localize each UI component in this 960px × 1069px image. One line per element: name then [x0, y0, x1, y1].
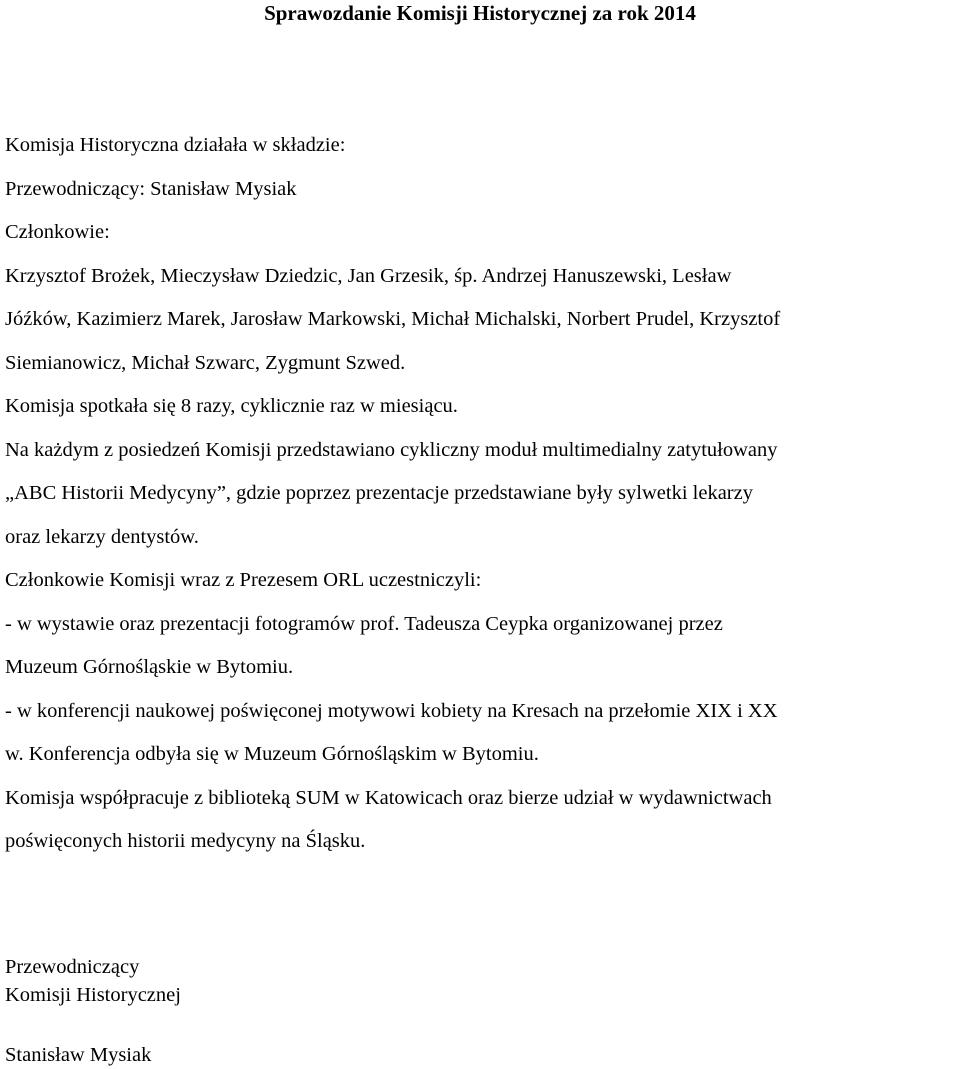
body-line-members-2: Jóźków, Kazimierz Marek, Jarosław Markowski, Michał Michalski, Norbert Prudel, Krzysztof — [5, 308, 781, 330]
document-title: Sprawozdanie Komisji Historycznej za rok 2014 — [264, 1, 696, 25]
body-line-module-2: „ABC Historii Medycyny”, gdzie poprzez prezentacje przedstawiane były sylwetki lekarzy — [5, 482, 753, 504]
body-line-members-1: Krzysztof Brożek, Mieczysław Dziedzic, Jan Grzesik, śp. Andrzej Hanuszewski, Lesław — [5, 264, 732, 287]
signature-role: Przewodniczący — [5, 956, 140, 978]
signature-body: Komisji Historycznej — [5, 984, 181, 1006]
body-line-members-heading: Członkowie: — [5, 221, 110, 243]
body-line-cooperation-2: poświęconych historii medycyny na Śląsku. — [5, 830, 366, 852]
body-line-module-1: Na każdym z posiedzeń Komisji przedstawiano cykliczny moduł multimedialny zatytułowany — [5, 438, 778, 461]
body-line-meetings: Komisja spotkała się 8 razy, cyklicznie raz w miesiącu. — [5, 395, 458, 417]
body-line-members-3: Siemianowicz, Michał Szwarc, Zygmunt Szwed. — [5, 351, 406, 374]
body-line-exhibition-2: Muzeum Górnośląskie w Bytomiu. — [5, 656, 294, 678]
signature-name: Stanisław Mysiak — [5, 1044, 152, 1066]
body-line-composition: Komisja Historyczna działała w składzie: — [5, 134, 346, 156]
body-line-participation: Członkowie Komisji wraz z Prezesem ORL uczestniczyli: — [5, 569, 482, 591]
body-line-cooperation-1: Komisja współpracuje z biblioteką SUM w Katowicach oraz bierze udział w wydawnictwach — [5, 786, 772, 809]
body-line-exhibition-1: - w wystawie oraz prezentacji fotogramów prof. Tadeusza Ceypka organizowanej przez — [5, 612, 723, 635]
document-body — [5, 124, 955, 864]
body-line-module-3: oraz lekarzy dentystów. — [5, 525, 199, 548]
body-line-conference-1: - w konferencji naukowej poświęconej motywowi kobiety na Kresach na przełomie XIX i XX — [5, 699, 778, 722]
signature-block — [5, 953, 181, 1009]
body-line-conference-2: w. Konferencja odbyła się w Muzeum Górnośląskim w Bytomiu. — [5, 743, 539, 765]
body-line-chairman: Przewodniczący: Stanisław Mysiak — [5, 177, 297, 200]
